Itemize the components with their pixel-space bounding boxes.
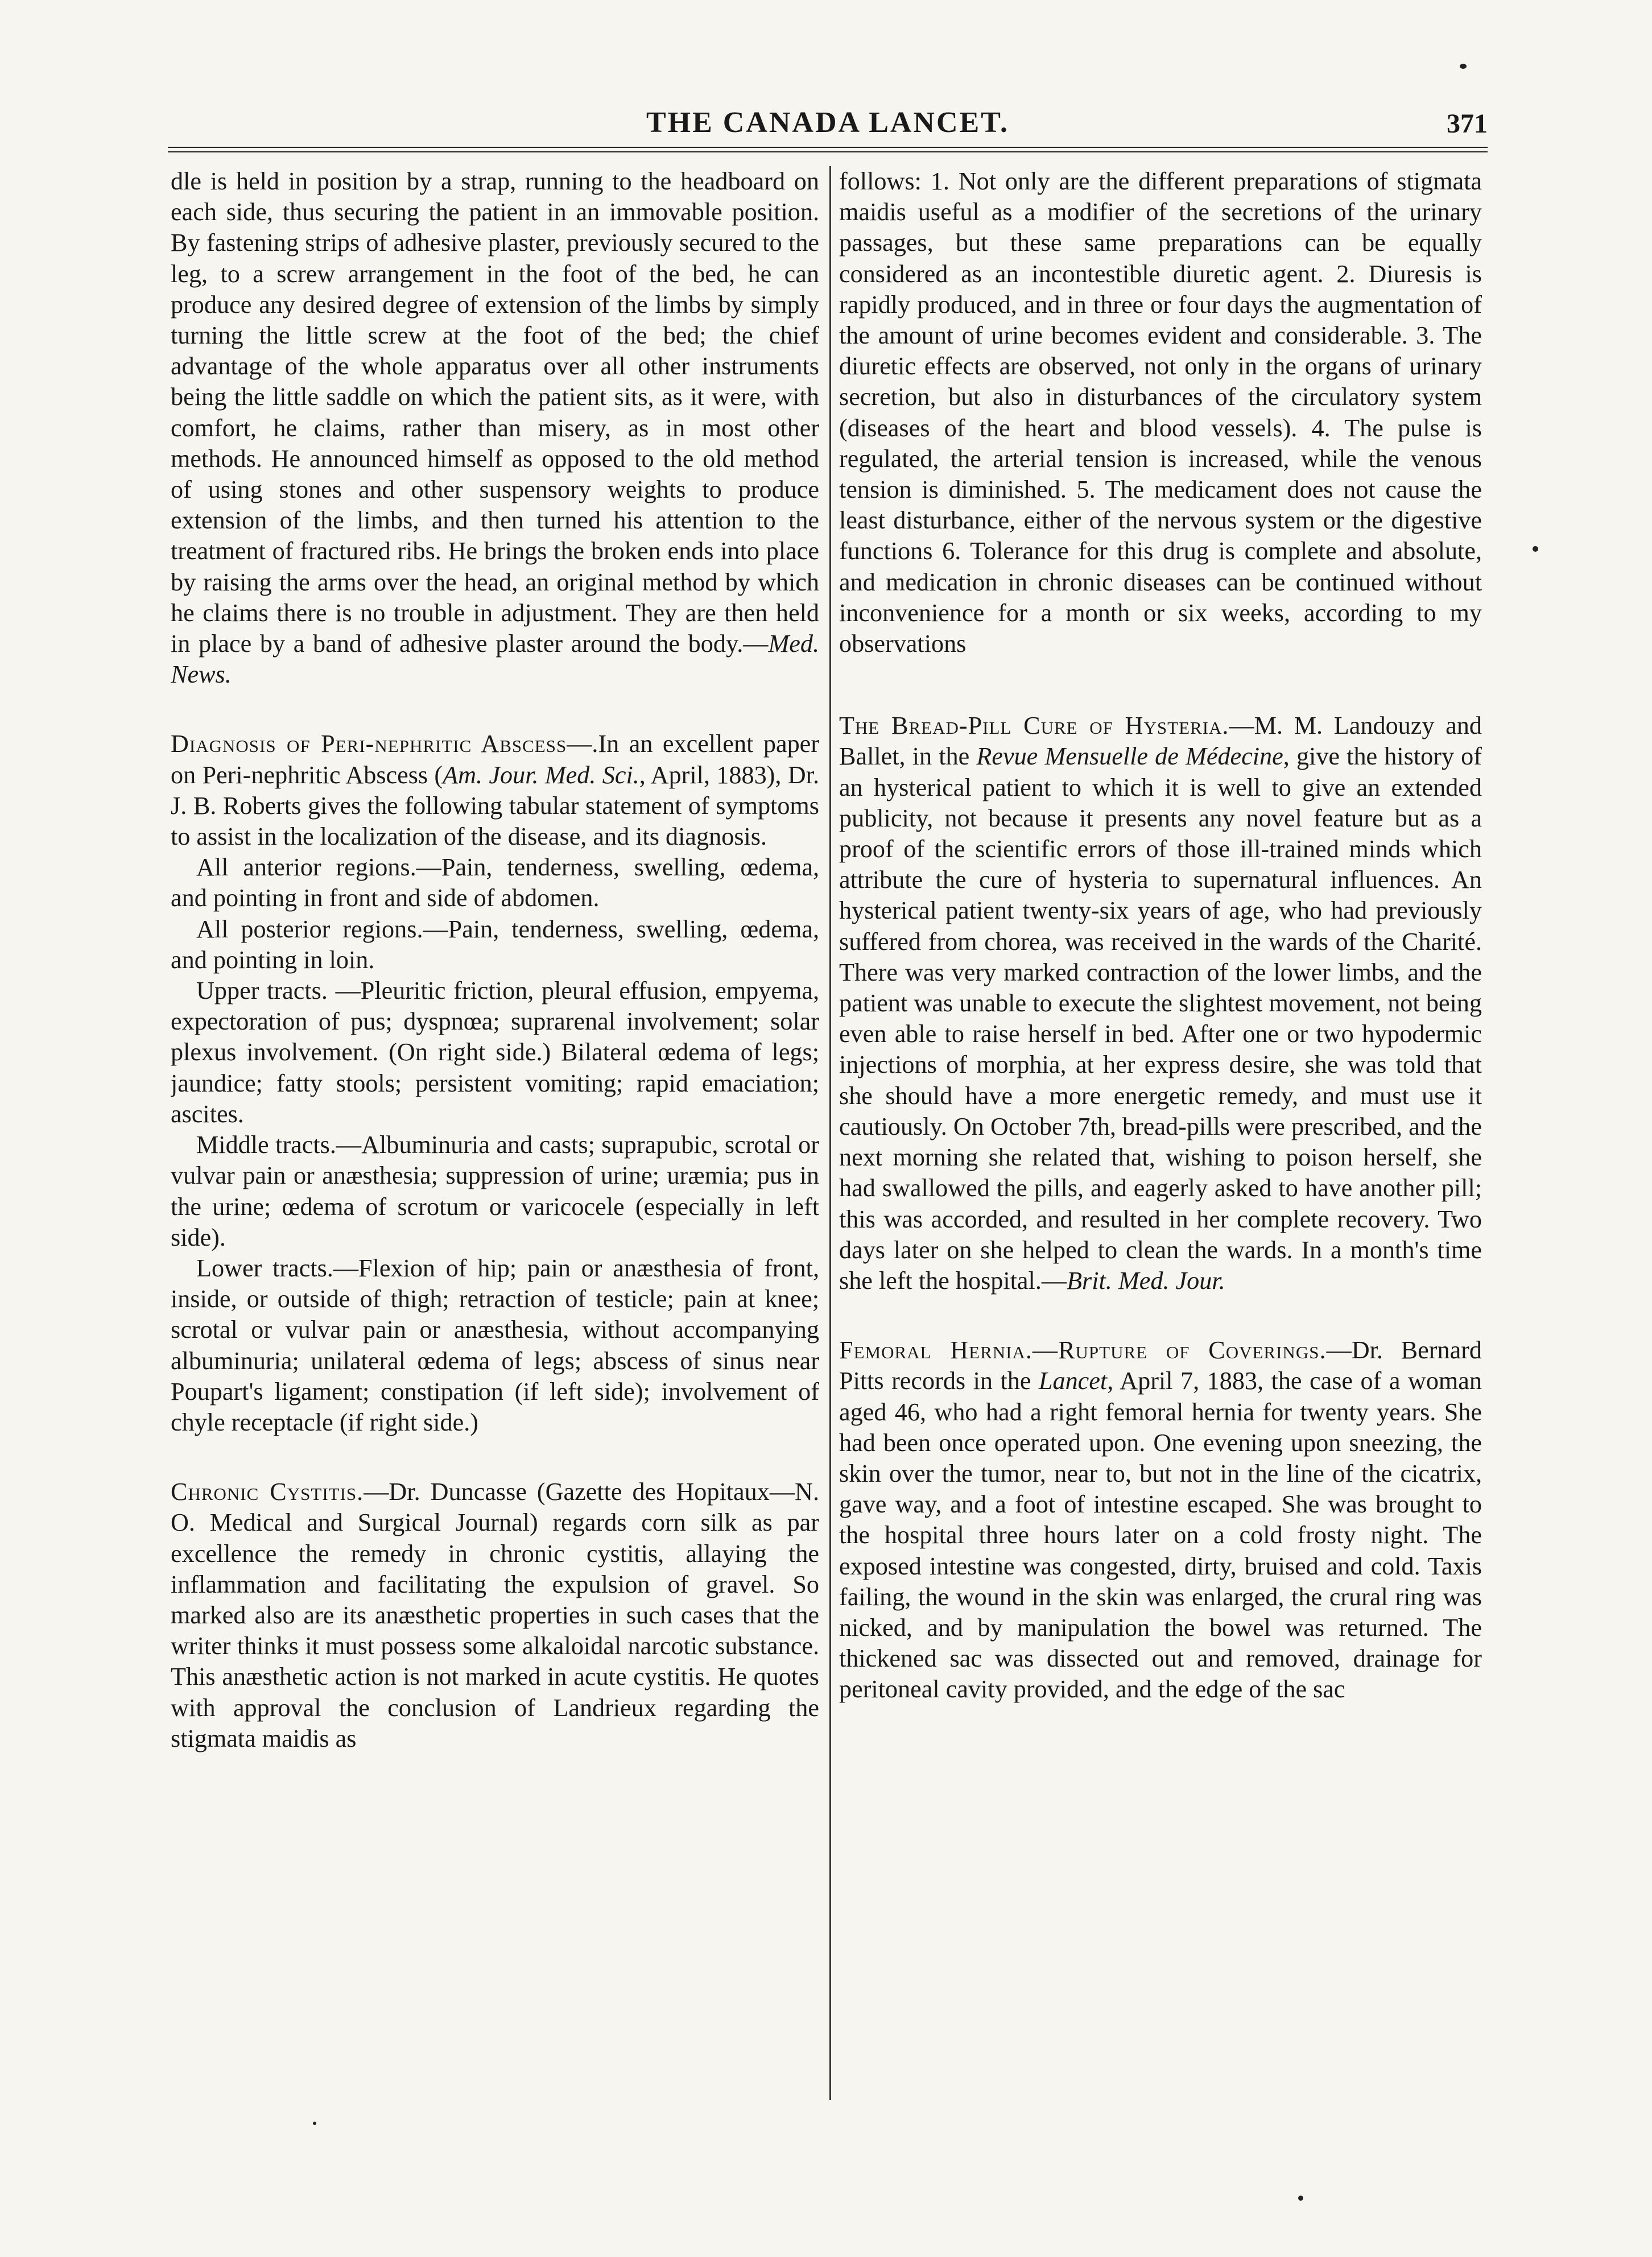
running-title: THE CANADA LANCET. <box>646 106 1010 139</box>
article-heading: The Bread-Pill Cure of Hysteria. <box>839 712 1229 740</box>
article-heading: Chronic Cystitis. <box>171 1478 364 1506</box>
journal-citation: Lancet <box>1038 1367 1108 1395</box>
symptom-item: Middle tracts.—Albuminuria and casts; suprapubic, scrotal or vulvar pain or anæsthesia; suppression of urine; uræmia; pus in the urine; œdema of scrotum or varicocele (especially in left side). <box>171 1131 819 1251</box>
page-header <box>168 106 1488 146</box>
article-heading: Diagnosis of Peri-nephritic Abscess <box>171 730 567 758</box>
page-number: 371 <box>1447 109 1488 139</box>
article-heading: Femoral Hernia.—Rupture of Coverings. <box>839 1336 1327 1365</box>
hysteria-paragraph: The Bread-Pill Cure of Hysteria.—M. M. Landouzy and Ballet, in the Revue Mensuelle de Médecine, give the history of an hysterical patient to which it is well to give an extended publicity, not because it presents any novel feature but as a proof of the scientific errors of those ill-trained minds which attribute the cure of hysteria to supernatural influences. An hysterical patient twenty-six years of age, who had previously suffered from chorea, was received in the wards of the Charité. There was very marked contraction of the lower limbs, and the patient was unable to execute the slightest movement, not being even able to raise herself in bed. After one or two hypodermic injections of morphia, at her express desire, she was told that she should have a more energetic remedy, and must use it cautiously. On October 7th, bread-pills were prescribed, and the next morning she related that, wishing to poison herself, she had swallowed the pills, and eagerly asked to have another pill; this was accorded, and resulted in her complete recovery. Two days later on she helped to clean the wards. In a month's time she left the hospital.—Brit. Med. Jour. <box>839 712 1482 1295</box>
continued-article-paragraph: dle is held in position by a strap, running to the headboard on each side, thus securing the patient in an immovable position. By fastening strips of adhesive plaster, previously secured to the leg, to a screw arrangement in the foot of the bed, he can produce any desired degree of extension of the limbs by simply turning the little screw at the foot of the bed; the chief advantage of the whole apparatus over all other instruments being the little saddle on which the patient sits, as it were, with comfort, he claims, rather than misery, as in most other methods. He announced himself as opposed to the old method of using stones and other suspensory weights to produce extension of the limbs, and then turned his attention to the treatment of fractured ribs. He brings the broken ends into place by raising the arms over the head, an original method by which he claims there is no trouble in adjustment. They are then held in place by a band of adhesive plaster around the body.—Med. News. <box>171 167 819 689</box>
journal-citation: Am. Jour. Med. Sci. <box>443 760 639 789</box>
symptom-item: All posterior regions.—Pain, tenderness, swelling, œdema, and pointing in loin. <box>171 915 819 974</box>
cystitis-continuation: follows: 1. Not only are the different preparations of stigmata maidis useful as a modifier of the secretions of the urinary passages, but these same preparations can be equally considered as an incontestible diuretic agent. 2. Diuresis is rapidly produced, and in three or four days the augmentation of the amount of urine becomes evident and considerable. 3. The diuretic effects are observed, not only in the organs of urinary secretion, but also in disturbances of the circulatory system (diseases of the heart and blood vessels). 4. The pulse is regulated, the arterial tension is increased, while the venous tension is diminished. 5. The medicament does not cause the least disturbance, either of the nervous system or the digestive functions 6. Tolerance for this drug is complete and absolute, and medication in chronic diseases can be continued without inconvenience for a month or six weeks, according to my observations <box>839 167 1482 658</box>
perinephritic-intro: Diagnosis of Peri-nephritic Abscess—.In an excellent paper on Peri-nephritic Abscess (Am. Jour. Med. Sci., April, 1883), Dr. J. B. Roberts gives the following tabular statement of symptoms to assist in the localization of the disease, and its diagnosis. <box>171 730 819 851</box>
hernia-paragraph: Femoral Hernia.—Rupture of Coverings.—Dr. Bernard Pitts records in the Lancet, April 7, 1883, the case of a woman aged 46, who had a right femoral hernia for twenty years. She had been once operated upon. One evening upon sneezing, the skin over the tumor, near to, but not in the line of the cicatrix, gave way, and a foot of intestine escaped. She was brought to the hospital three hours later on a cold frosty night. The exposed intestine was congested, dirty, bruised and cold. Taxis failing, the wound in the skin was enlarged, the crural ring was nicked, and by manipulation the bowel was returned. The thickened sac was dissected out and removed, drainage for peritoneal cavity provided, and the edge of the sac <box>839 1336 1482 1704</box>
scan-speck <box>1298 2196 1303 2201</box>
header-rule-bottom <box>168 151 1488 152</box>
scan-speck <box>1533 546 1538 552</box>
symptom-item: Lower tracts.—Flexion of hip; pain or anæsthesia of front, inside, or outside of thigh; retraction of testicle; pain at knee; scrotal or vulvar pain or anæsthesia, without accompanying albuminuria; unilateral œdema of legs; abscess of sinus near Poupart's ligament; constipation (if left side); involvement of chyle receptacle (if right side.) <box>171 1254 819 1436</box>
header-rule-top <box>168 147 1488 148</box>
source-citation: Med. News. <box>171 630 819 689</box>
right-column <box>839 166 1482 2111</box>
column-divider <box>829 166 831 2100</box>
symptom-item: Upper tracts. —Pleuritic friction, pleural effusion, empyema, expectoration of pus; dyspnœa; suprarenal involvement; solar plexus involvement. (On right side.) Bilateral œdema of legs; jaundice; fatty stools; persistent vomiting; rapid emaciation; ascites. <box>171 977 819 1128</box>
scan-speck <box>1460 64 1467 69</box>
journal-citation: Revue Mensuelle de Médecine <box>976 742 1283 771</box>
symptom-item: All anterior regions.—Pain, tenderness, swelling, œdema, and pointing in front and side of abdomen. <box>171 853 819 912</box>
scan-speck <box>313 2122 316 2125</box>
cystitis-paragraph: Chronic Cystitis.—Dr. Duncasse (Gazette des Hopitaux—N. O. Medical and Surgical Journal) regards corn silk as par excellence the remedy in chronic cystitis, allaying the inflammation and facilitating the expulsion of gravel. So marked also are its anæsthetic properties in such cases that the writer thinks it must possess some alkaloidal narcotic substance. This anæsthetic action is not marked in acute cystitis. He quotes with approval the conclusion of Landrieux regarding the stigmata maidis as <box>171 1478 819 1752</box>
source-citation: Brit. Med. Jour. <box>1067 1266 1225 1295</box>
left-column <box>171 166 819 2111</box>
